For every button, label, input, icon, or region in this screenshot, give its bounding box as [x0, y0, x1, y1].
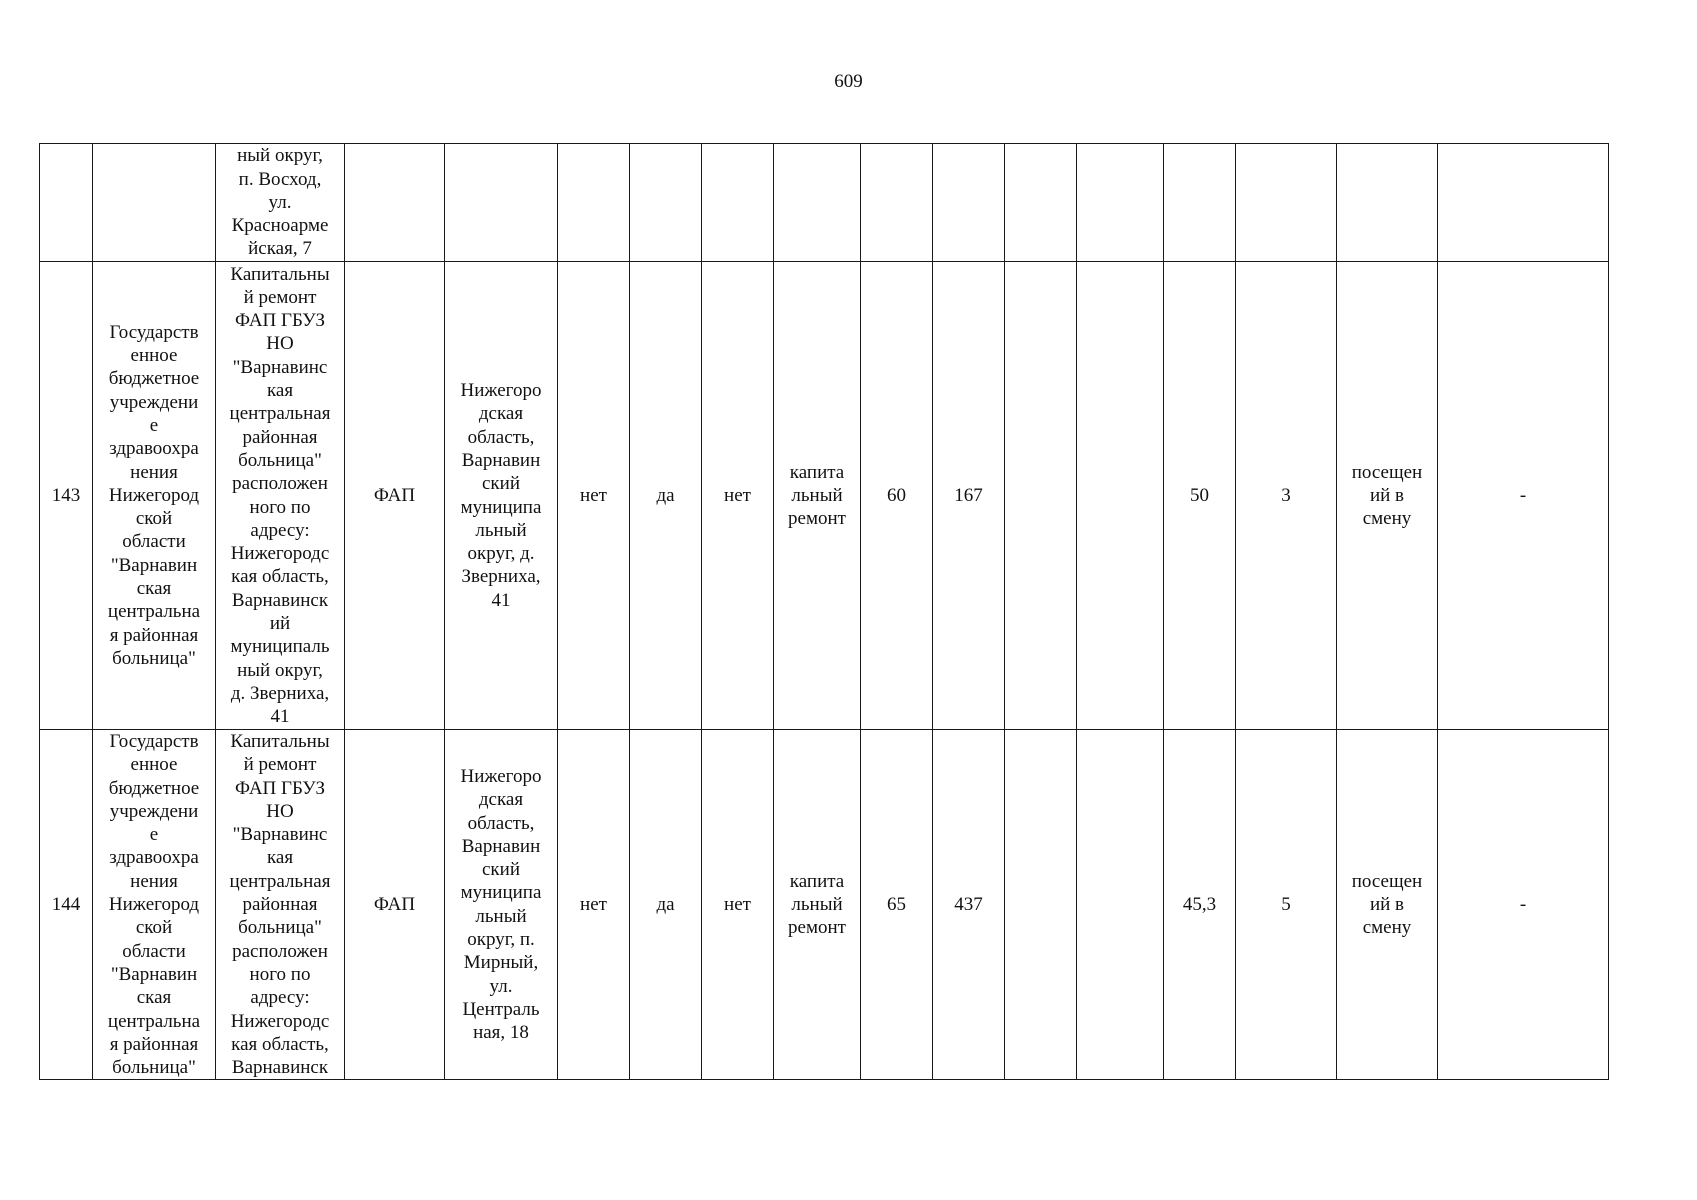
- cell-object-name: ный округ, п. Восход, ул. Красноарме йская, 7: [216, 144, 345, 262]
- cell-value-6: 3: [1236, 262, 1337, 730]
- cell-flag-2: [630, 144, 702, 262]
- cell-value-3: [1005, 262, 1077, 730]
- table-row: [40, 144, 1609, 262]
- cell-value-5: 45,3: [1164, 730, 1236, 1080]
- cell-row-number: 143: [40, 262, 93, 730]
- cell-value-2: 167: [933, 262, 1005, 730]
- cell-unit: [1337, 144, 1438, 262]
- cell-address: [445, 144, 558, 262]
- cell-address: Нижегоро дская область, Варнавин ский муниципа льный округ, д. Зверниха, 41: [445, 262, 558, 730]
- cell-value-5: 50: [1164, 262, 1236, 730]
- cell-unit: посещен ий в смену: [1337, 262, 1438, 730]
- cell-flag-1: нет: [558, 262, 630, 730]
- cell-flag-1: нет: [558, 730, 630, 1080]
- cell-object-name: Капитальны й ремонт ФАП ГБУЗ НО "Варнавинс кая центральная районная больница" расположен ного по адресу: Нижегородс кая область, Варнавинск: [216, 730, 345, 1080]
- cell-value-3: [1005, 730, 1077, 1080]
- cell-object-type: [345, 144, 445, 262]
- cell-value-1: 60: [861, 262, 933, 730]
- cell-flag-1: [558, 144, 630, 262]
- cell-unit: посещен ий в смену: [1337, 730, 1438, 1080]
- cell-institution: Государств енное бюджетное учреждени е здравоохра нения Нижегород ской области "Варнавин ская центральна я районная больница": [93, 730, 216, 1080]
- cell-value-2: [933, 144, 1005, 262]
- cell-value-1: [861, 144, 933, 262]
- cell-value-1: 65: [861, 730, 933, 1080]
- cell-value-4: [1077, 262, 1164, 730]
- cell-flag-3: нет: [702, 262, 774, 730]
- cell-institution: [93, 144, 216, 262]
- data-table: [39, 143, 1609, 1080]
- cell-value-5: [1164, 144, 1236, 262]
- cell-last: -: [1438, 730, 1609, 1080]
- cell-row-number: [40, 144, 93, 262]
- table-row: [40, 730, 1609, 1080]
- page-number: 609: [834, 71, 863, 92]
- cell-value-6: [1236, 144, 1337, 262]
- cell-work-type: [774, 144, 861, 262]
- cell-value-6: 5: [1236, 730, 1337, 1080]
- cell-value-4: [1077, 144, 1164, 262]
- cell-value-4: [1077, 730, 1164, 1080]
- cell-value-3: [1005, 144, 1077, 262]
- table-row: [40, 262, 1609, 730]
- cell-object-type: ФАП: [345, 730, 445, 1080]
- cell-object-name: Капитальны й ремонт ФАП ГБУЗ НО "Варнавинс кая центральная районная больница" расположен ного по адресу: Нижегородс кая область, Варнавинск ий муниципаль ный округ, д. Зверниха, 41: [216, 262, 345, 730]
- cell-flag-3: [702, 144, 774, 262]
- cell-flag-2: да: [630, 262, 702, 730]
- cell-value-2: 437: [933, 730, 1005, 1080]
- cell-address: Нижегоро дская область, Варнавин ский муниципа льный округ, п. Мирный, ул. Централь ная, 18: [445, 730, 558, 1080]
- cell-last: -: [1438, 262, 1609, 730]
- cell-row-number: 144: [40, 730, 93, 1080]
- cell-flag-3: нет: [702, 730, 774, 1080]
- cell-institution: Государств енное бюджетное учреждени е здравоохра нения Нижегород ской области "Варнавин ская центральна я районная больница": [93, 262, 216, 730]
- cell-object-type: ФАП: [345, 262, 445, 730]
- cell-last: [1438, 144, 1609, 262]
- cell-work-type: капита льный ремонт: [774, 730, 861, 1080]
- cell-work-type: капита льный ремонт: [774, 262, 861, 730]
- cell-flag-2: да: [630, 730, 702, 1080]
